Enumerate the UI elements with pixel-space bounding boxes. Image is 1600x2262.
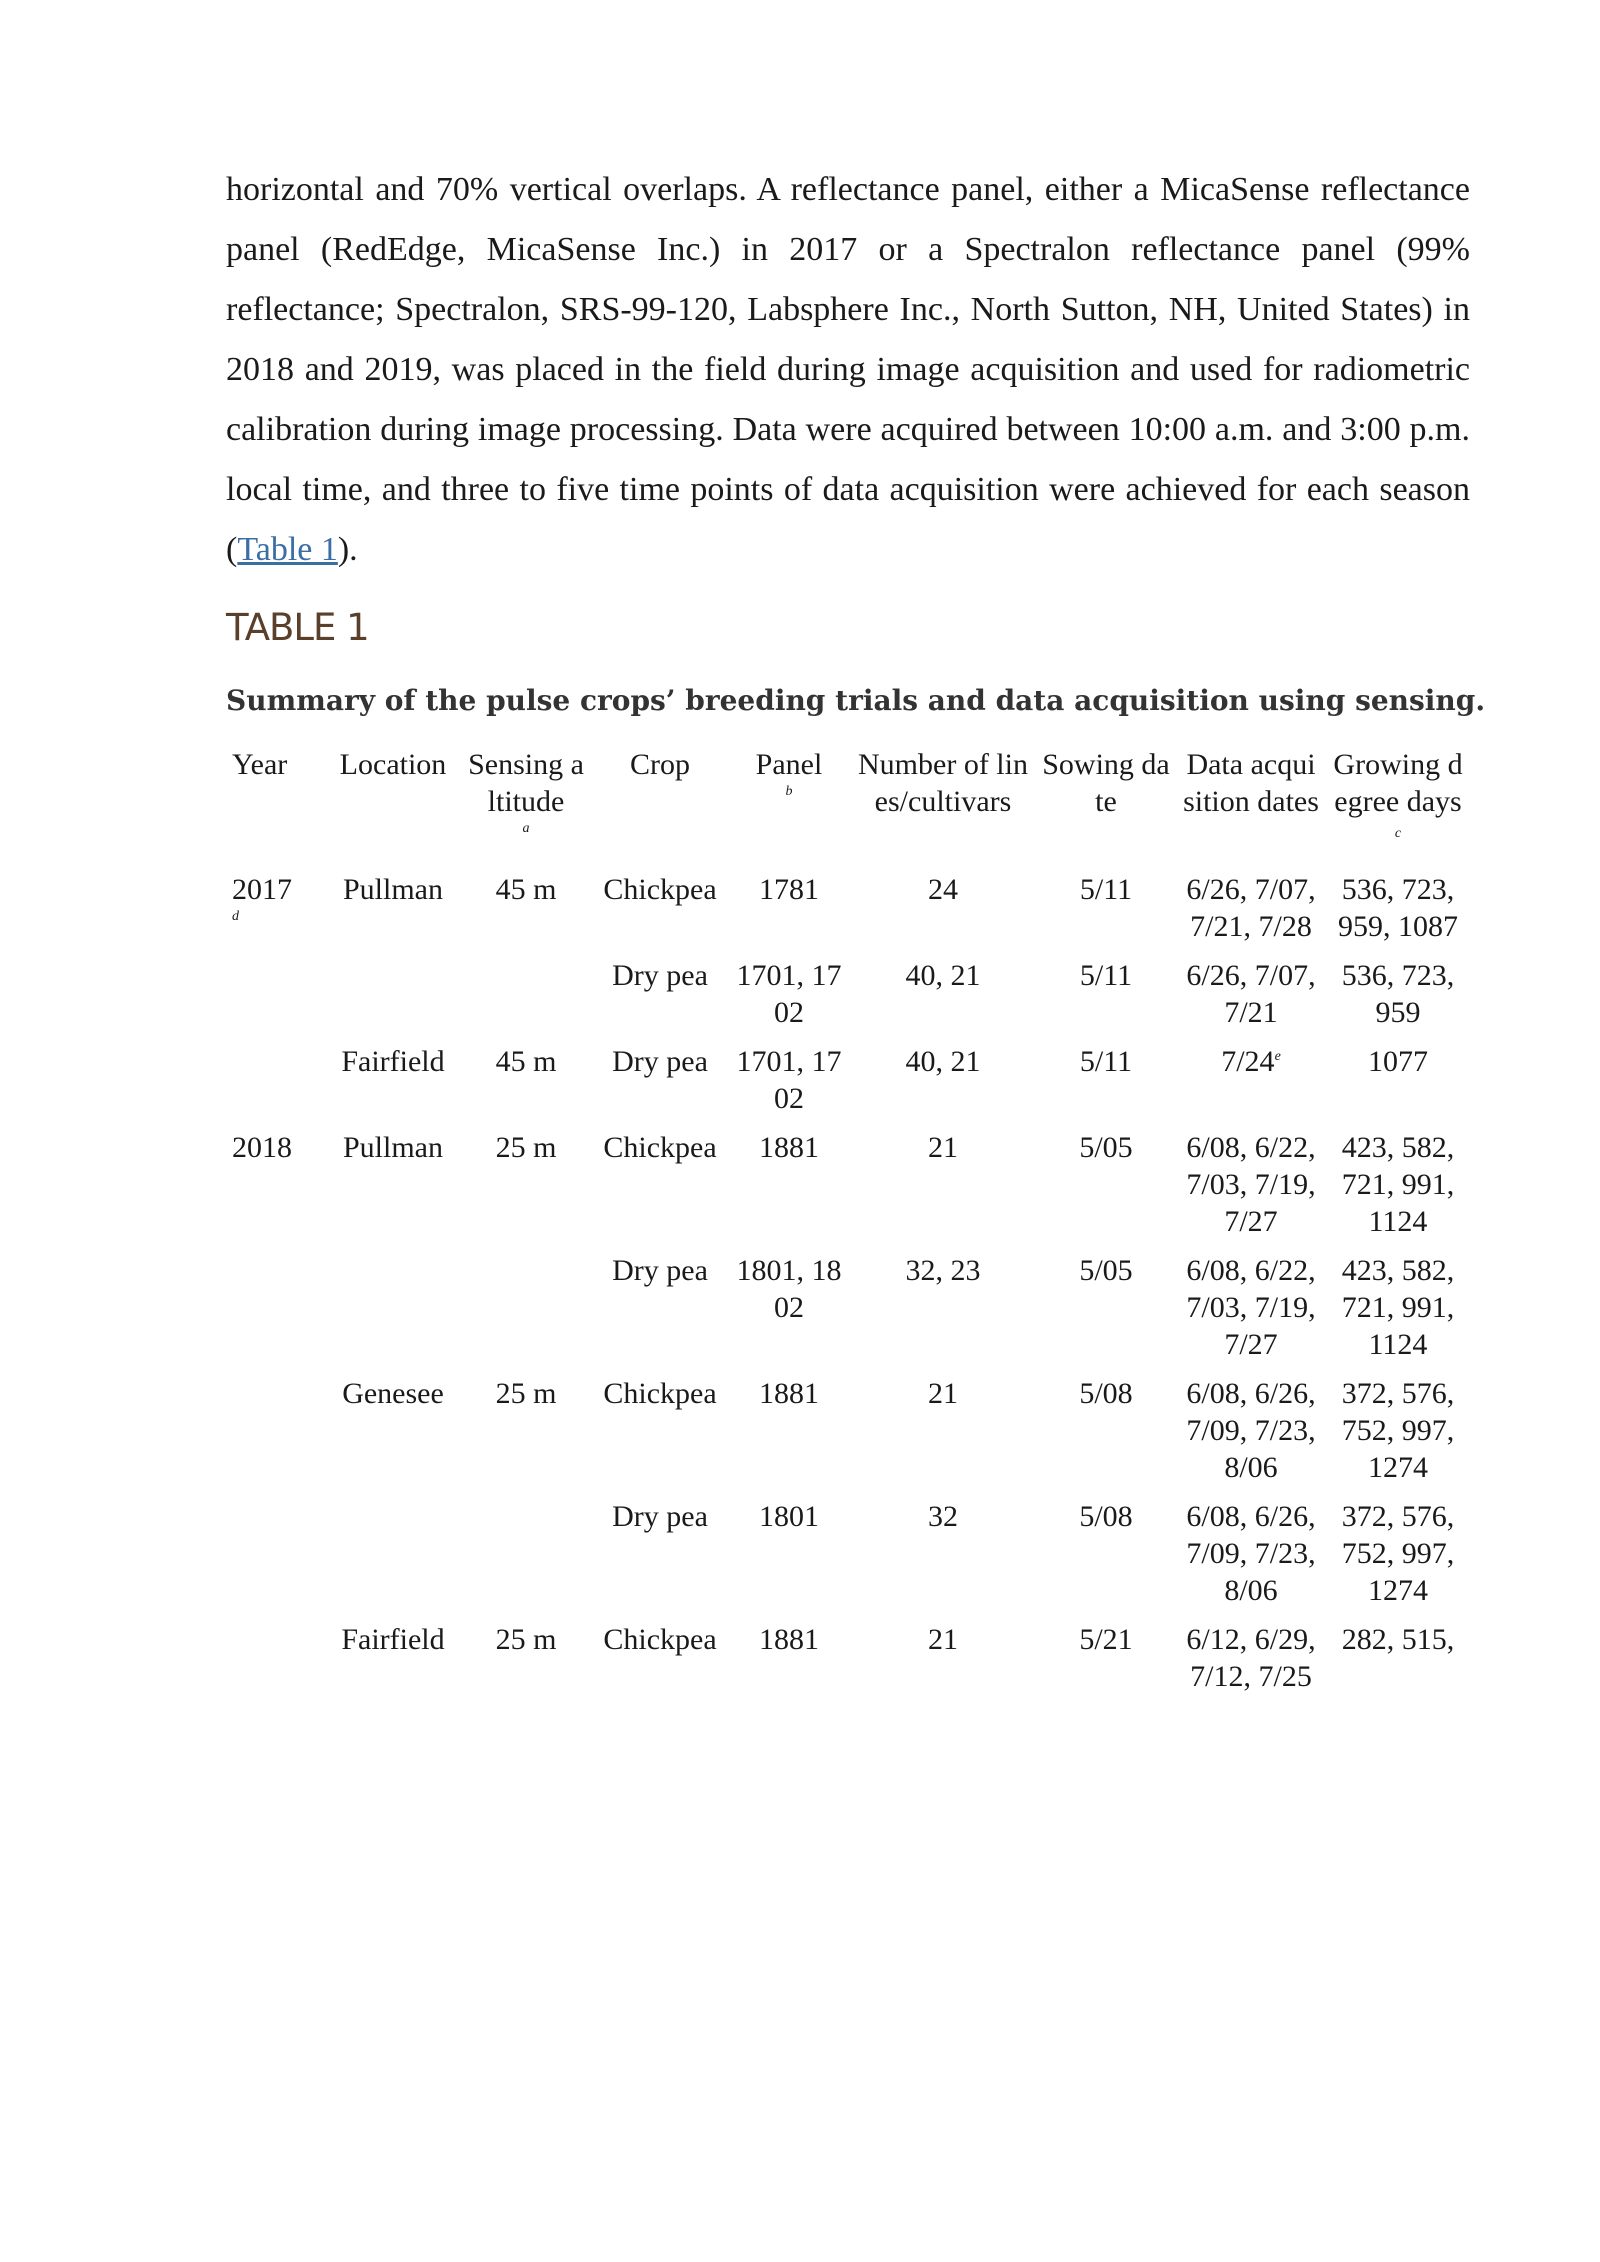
- cell-crop: [592, 1043, 728, 1129]
- cell-dates-text: 6/08, 6/22, 7/03, 7/19, 7/27: [1186, 1131, 1316, 1238]
- cell-year-text: 2018: [232, 1131, 292, 1164]
- cell-crop: [592, 1252, 728, 1375]
- cell-panel-text: 1701, 1702: [736, 1045, 842, 1115]
- header-gdd-label: Growing degree days: [1333, 748, 1463, 818]
- cell-lines-text: 21: [928, 1377, 958, 1410]
- cell-sowing: [1036, 1252, 1176, 1375]
- footnote-d: d: [232, 909, 239, 924]
- cell-sowing-text: 5/08: [1079, 1500, 1133, 1533]
- table-header-row: [226, 746, 1470, 871]
- cell-sowing-text: 5/08: [1079, 1377, 1133, 1410]
- cell-sowing: [1036, 1498, 1176, 1621]
- cell-panel: [728, 871, 850, 957]
- cell-lines-text: 21: [928, 1623, 958, 1656]
- cell-lines: [850, 1043, 1036, 1129]
- cell-lines: [850, 1498, 1036, 1621]
- cell-sowing-text: 5/11: [1079, 1045, 1133, 1078]
- cell-sowing-text: 5/05: [1079, 1254, 1133, 1287]
- footnote-c: c: [1394, 826, 1402, 841]
- cell-crop: [592, 1129, 728, 1252]
- cell-sowing: [1036, 957, 1176, 1043]
- header-sowing: Sowing date: [1042, 748, 1170, 818]
- cell-gdd-text: 1077: [1368, 1045, 1428, 1078]
- table-row: [226, 1375, 1470, 1498]
- table-row: [226, 1129, 1470, 1252]
- cell-crop-text: Dry pea: [612, 959, 708, 992]
- cell-dates: [1176, 1043, 1326, 1129]
- cell-lines: [850, 1375, 1036, 1498]
- table-row: [226, 1498, 1470, 1621]
- cell-gdd: [1326, 1498, 1470, 1621]
- cell-crop: [592, 957, 728, 1043]
- cell-dates: [1176, 957, 1326, 1043]
- cell-panel-text: 1881: [759, 1377, 819, 1410]
- cell-altitude: [460, 1129, 592, 1252]
- table-label: TABLE 1: [226, 606, 369, 649]
- cell-year: [226, 1498, 326, 1621]
- cell-altitude: [460, 1621, 592, 1707]
- cell-dates: [1176, 1621, 1326, 1707]
- cell-location-text: Genesee: [342, 1377, 444, 1410]
- footnote-b: b: [785, 784, 793, 799]
- table-1-link[interactable]: Table 1: [237, 531, 338, 568]
- cell-altitude: [460, 871, 592, 957]
- cell-location: [326, 957, 460, 1043]
- cell-lines: [850, 1129, 1036, 1252]
- cell-crop: [592, 1621, 728, 1707]
- cell-panel-text: 1881: [759, 1623, 819, 1656]
- header-dates: Data acquisition dates: [1183, 748, 1319, 818]
- cell-dates: [1176, 1129, 1326, 1252]
- cell-year: [226, 1129, 326, 1252]
- footnote-e: e: [1274, 1049, 1281, 1064]
- cell-panel: [728, 1498, 850, 1621]
- cell-year-text: 2017: [232, 873, 292, 906]
- cell-gdd: [1326, 1043, 1470, 1129]
- cell-dates-text: 6/26, 7/07, 7/21, 7/28: [1186, 873, 1316, 943]
- table-row: [226, 871, 1470, 957]
- cell-location: [326, 1043, 460, 1129]
- cell-location-text: Pullman: [342, 1131, 443, 1164]
- cell-lines: [850, 1621, 1036, 1707]
- cell-dates-text: 6/12, 6/29, 7/12, 7/25: [1186, 1623, 1316, 1693]
- cell-gdd-text: 372, 576, 752, 997, 1274: [1341, 1500, 1455, 1607]
- cell-crop: [592, 1498, 728, 1621]
- cell-lines-text: 32, 23: [905, 1254, 981, 1287]
- header-gdd: [1326, 746, 1470, 871]
- table-row: [226, 1252, 1470, 1375]
- cell-location-text: Fairfield: [341, 1623, 445, 1656]
- cell-sowing-text: 5/21: [1079, 1623, 1133, 1656]
- paragraph-text-end: ).: [337, 531, 358, 568]
- cell-panel: [728, 957, 850, 1043]
- summary-table: [226, 746, 1470, 1707]
- header-location: Location: [339, 748, 447, 781]
- cell-crop-text: Chickpea: [603, 1131, 717, 1164]
- cell-sowing: [1036, 1129, 1176, 1252]
- cell-panel: [728, 1621, 850, 1707]
- cell-lines-text: 24: [928, 873, 958, 906]
- cell-dates-text: 6/08, 6/26, 7/09, 7/23, 8/06: [1186, 1377, 1316, 1484]
- cell-gdd-text: 536, 723, 959, 1087: [1338, 873, 1458, 943]
- header-year: Year: [232, 748, 288, 781]
- cell-sowing: [1036, 1043, 1176, 1129]
- cell-gdd: [1326, 1375, 1470, 1498]
- table-body: [226, 871, 1470, 1707]
- cell-location-text: Fairfield: [341, 1045, 445, 1078]
- header-altitude: [460, 746, 592, 871]
- cell-lines-text: 21: [928, 1131, 958, 1164]
- cell-altitude-text: 45 m: [495, 1045, 557, 1078]
- header-lines: Number of lines/cultivars: [858, 748, 1028, 818]
- cell-panel: [728, 1375, 850, 1498]
- cell-dates: [1176, 1252, 1326, 1375]
- cell-lines-text: 32: [928, 1500, 958, 1533]
- cell-panel-text: 1801, 1802: [736, 1254, 842, 1324]
- cell-lines: [850, 957, 1036, 1043]
- cell-panel-text: 1881: [759, 1131, 819, 1164]
- cell-panel-text: 1801: [759, 1500, 819, 1533]
- cell-gdd-text: 282, 515,: [1341, 1623, 1455, 1656]
- cell-dates: [1176, 1498, 1326, 1621]
- cell-panel: [728, 1129, 850, 1252]
- footnote-a: a: [522, 821, 530, 836]
- paragraph-text: horizontal and 70% vertical overlaps. A reflectance panel, either a MicaSense reflectance panel (RedEdge, MicaSense Inc.) in 2017 or a Spectralon reflectance panel (99% reflectance; Spectralon, SRS-99-120, Labsphere Inc., North Sutton, NH, United States) in 2018 and 2019, was placed in the field during image acquisition and used for radiometric calibration during image processing. Data were acquired between 10:00 a.m. and 3:00 p.m. local time, and three to five time points of data acquisition were achieved for each season (: [226, 171, 1470, 568]
- cell-panel-text: 1701, 1702: [736, 959, 842, 1029]
- cell-altitude-text: 25 m: [495, 1131, 557, 1164]
- cell-panel: [728, 1043, 850, 1129]
- cell-panel: [728, 1252, 850, 1375]
- cell-year: [226, 1252, 326, 1375]
- cell-lines: [850, 1252, 1036, 1375]
- cell-gdd: [1326, 1129, 1470, 1252]
- cell-year: [226, 1621, 326, 1707]
- cell-sowing: [1036, 871, 1176, 957]
- body-paragraph: [226, 160, 1470, 580]
- cell-location: [326, 1621, 460, 1707]
- cell-year: [226, 957, 326, 1043]
- cell-dates-text: 7/24: [1221, 1045, 1275, 1078]
- cell-crop-text: Chickpea: [603, 1623, 717, 1656]
- cell-location: [326, 1498, 460, 1621]
- cell-year: [226, 1043, 326, 1129]
- cell-dates: [1176, 871, 1326, 957]
- cell-altitude: [460, 1375, 592, 1498]
- cell-altitude-text: 45 m: [495, 873, 557, 906]
- cell-crop-text: Chickpea: [603, 1377, 717, 1410]
- table-row: [226, 1043, 1470, 1129]
- cell-dates-text: 6/26, 7/07, 7/21: [1186, 959, 1316, 1029]
- cell-panel-text: 1781: [759, 873, 819, 906]
- cell-gdd-text: 372, 576, 752, 997, 1274: [1341, 1377, 1455, 1484]
- cell-lines: [850, 871, 1036, 957]
- cell-gdd-text: 423, 582, 721, 991, 1124: [1341, 1131, 1455, 1238]
- cell-dates: [1176, 1375, 1326, 1498]
- cell-altitude-text: 25 m: [495, 1623, 557, 1656]
- cell-gdd-text: 536, 723, 959: [1341, 959, 1455, 1029]
- header-panel-label: Panel: [755, 748, 823, 781]
- table-row: [226, 957, 1470, 1043]
- cell-gdd: [1326, 1252, 1470, 1375]
- cell-crop-text: Dry pea: [612, 1500, 708, 1533]
- cell-location: [326, 1129, 460, 1252]
- cell-location: [326, 871, 460, 957]
- cell-sowing: [1036, 1621, 1176, 1707]
- cell-crop: [592, 1375, 728, 1498]
- cell-gdd: [1326, 871, 1470, 957]
- cell-sowing: [1036, 1375, 1176, 1498]
- cell-altitude: [460, 957, 592, 1043]
- cell-sowing-text: 5/11: [1079, 873, 1133, 906]
- cell-lines-text: 40, 21: [905, 1045, 981, 1078]
- cell-altitude: [460, 1498, 592, 1621]
- cell-gdd-text: 423, 582, 721, 991, 1124: [1341, 1254, 1455, 1361]
- cell-year: [226, 1375, 326, 1498]
- table-row: [226, 1621, 1470, 1707]
- cell-crop-text: Dry pea: [612, 1045, 708, 1078]
- cell-location: [326, 1252, 460, 1375]
- cell-sowing-text: 5/11: [1079, 959, 1133, 992]
- cell-crop-text: Chickpea: [603, 873, 717, 906]
- cell-crop: [592, 871, 728, 957]
- cell-dates-text: 6/08, 6/26, 7/09, 7/23, 8/06: [1186, 1500, 1316, 1607]
- cell-location: [326, 1375, 460, 1498]
- cell-crop-text: Dry pea: [612, 1254, 708, 1287]
- cell-altitude: [460, 1252, 592, 1375]
- table-caption: Summary of the pulse crops’ breeding trials and data acquisition using sensing.: [226, 684, 1486, 717]
- cell-sowing-text: 5/05: [1079, 1131, 1133, 1164]
- cell-altitude: [460, 1043, 592, 1129]
- cell-location-text: Pullman: [342, 873, 443, 906]
- header-crop: Crop: [630, 748, 690, 781]
- cell-lines-text: 40, 21: [905, 959, 981, 992]
- cell-dates-text: 6/08, 6/22, 7/03, 7/19, 7/27: [1186, 1254, 1316, 1361]
- cell-altitude-text: 25 m: [495, 1377, 557, 1410]
- cell-gdd: [1326, 1621, 1470, 1707]
- cell-gdd: [1326, 957, 1470, 1043]
- cell-year: [226, 871, 326, 957]
- header-altitude-label: Sensing altitude: [468, 748, 584, 818]
- header-panel: [728, 746, 850, 871]
